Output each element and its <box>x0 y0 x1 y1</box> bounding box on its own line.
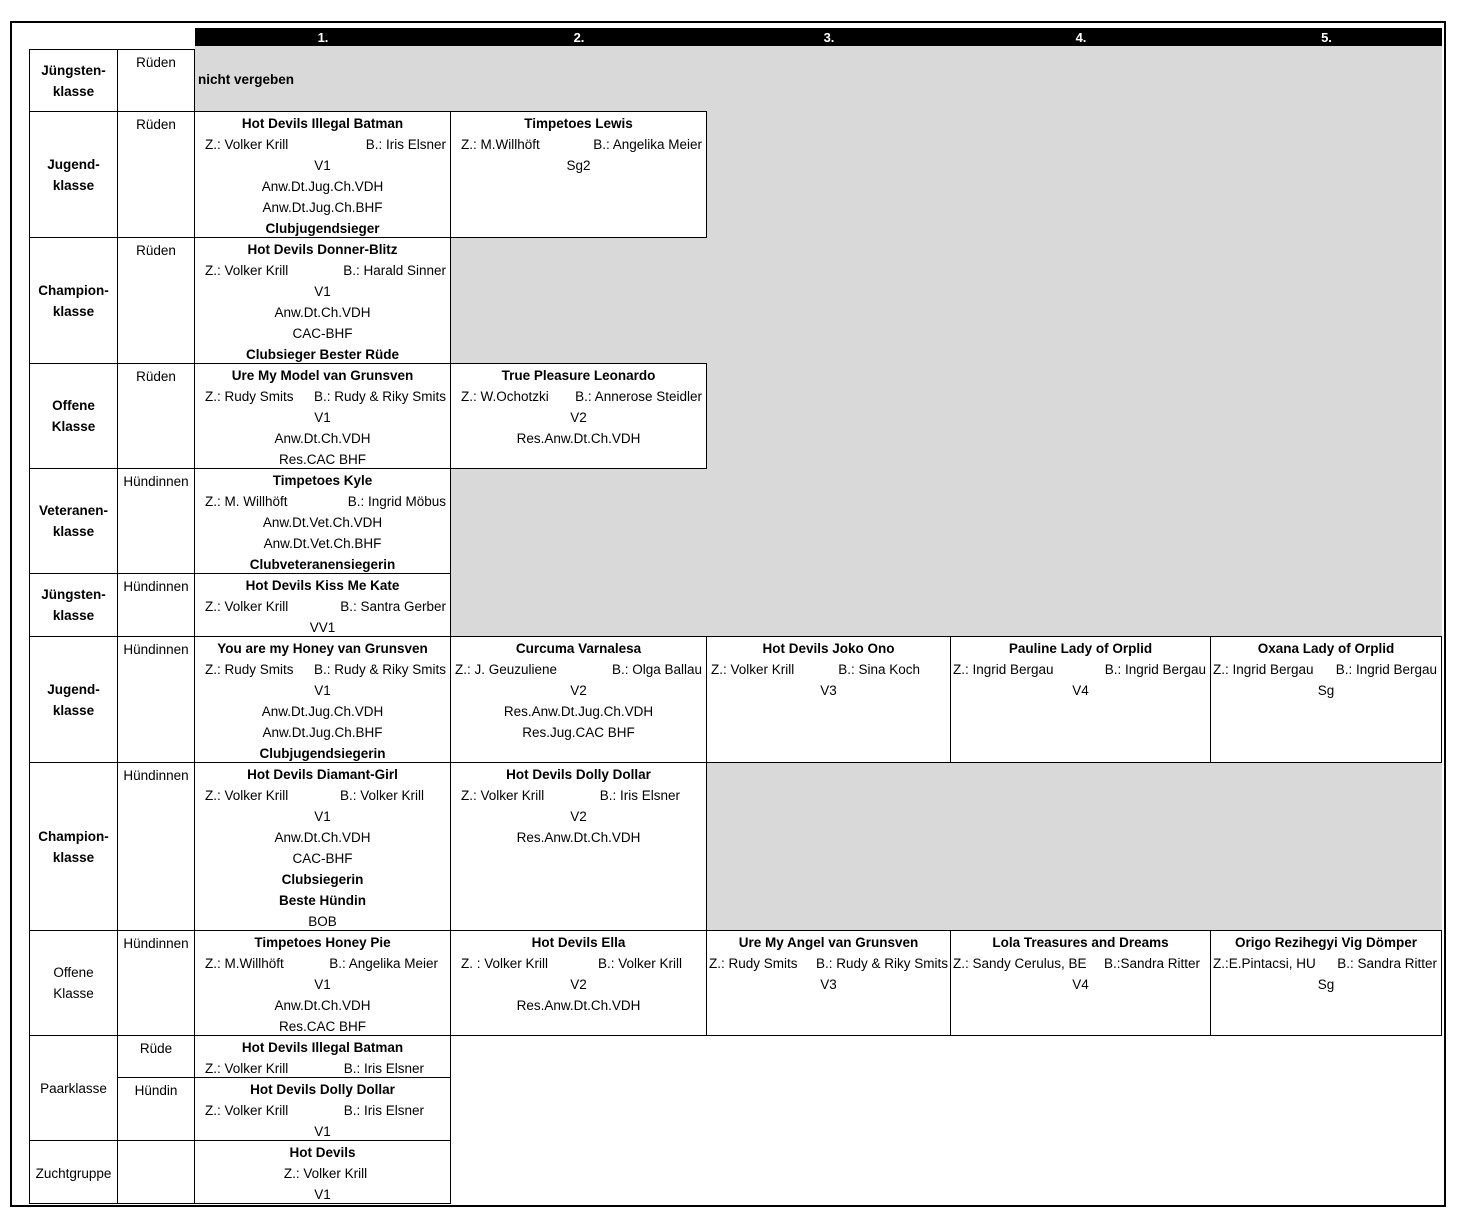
empty-area <box>195 46 1442 112</box>
class-label-line: klasse <box>52 524 95 539</box>
award: Res.Jug.CAC BHF <box>522 725 635 740</box>
owner: B.: Ingrid Bergau <box>1104 662 1206 677</box>
sex-label: Hündin <box>117 1077 195 1141</box>
breeder-owner-line <box>707 953 950 974</box>
owner: B.: Ingrid Möbus <box>347 494 446 509</box>
owner: B.: Sandra Ritter <box>1337 956 1437 971</box>
award: CAC-BHF <box>292 851 353 866</box>
place-header-2: 2. <box>573 30 585 45</box>
result-entry <box>1210 636 1442 763</box>
breeder: Z.: Volker Krill <box>205 137 289 152</box>
award: Anw.Dt.Jug.Ch.VDH <box>261 704 384 719</box>
sex-label <box>117 1140 195 1204</box>
result-entry <box>706 636 951 763</box>
result-entry <box>950 930 1211 1036</box>
award: Anw.Dt.Ch.VDH <box>274 998 371 1013</box>
dog-name: Ure My Model van Grunsven <box>231 368 414 383</box>
sex-label: Hündinnen <box>117 762 195 931</box>
breeder: Z.: Volker Krill <box>711 662 795 677</box>
award: V2 <box>570 683 587 698</box>
owner: B.: Harald Sinner <box>343 263 446 278</box>
owner: B.: Rudy & Riky Smits <box>313 389 446 404</box>
breeder-owner-line <box>951 953 1210 974</box>
award: Anw.Dt.Vet.Ch.BHF <box>263 536 382 551</box>
award: Res.CAC BHF <box>278 1019 366 1034</box>
award: Res.Anw.Dt.Ch.VDH <box>516 830 641 845</box>
club-title: Clubjugendsiegerin <box>259 746 386 761</box>
breeder: Z.:E.Pintacsi, HU <box>1213 956 1316 971</box>
award: Anw.Dt.Jug.Ch.BHF <box>262 200 383 215</box>
class-label <box>29 1035 118 1141</box>
club-title: Clubsieger Bester Rüde <box>245 347 400 362</box>
class-label-line: klasse <box>52 608 95 623</box>
owner: B.: Santra Gerber <box>340 599 446 614</box>
class-label <box>29 762 118 931</box>
class-label <box>29 111 118 238</box>
dog-name: Hot Devils Kiss Me Kate <box>245 578 400 593</box>
breeder-owner-line <box>451 386 706 407</box>
class-label-line: klasse <box>52 83 95 99</box>
breeder: Z.: Rudy Smits <box>205 389 294 404</box>
breeder-owner-line <box>451 659 706 680</box>
award: V3 <box>820 683 837 698</box>
result-entry <box>194 573 451 637</box>
place-header-5: 5. <box>1321 30 1332 45</box>
award: V1 <box>314 284 331 299</box>
award: V1 <box>314 809 331 824</box>
class-label-line: Champion- <box>38 828 109 844</box>
class-label <box>29 1140 118 1204</box>
result-entry <box>194 1035 451 1078</box>
owner: B.: Rudy & Riky Smits <box>313 662 446 677</box>
class-label-line: Jüngsten- <box>41 587 106 602</box>
breeder: Z.: Rudy Smits <box>709 956 798 971</box>
award: Sg <box>1317 683 1335 698</box>
owner: B.: Annerose Steidler <box>575 389 702 404</box>
result-entry <box>194 930 451 1036</box>
award: Res.Anw.Dt.Ch.VDH <box>516 431 641 446</box>
breeder: Z.: Ingrid Bergau <box>1213 662 1314 677</box>
result-entry <box>194 762 451 931</box>
award: V1 <box>314 977 331 992</box>
breeder-owner-line <box>195 953 450 974</box>
breeder: Z.: Volker Krill <box>205 263 289 278</box>
result-entry <box>194 237 451 364</box>
place-header-3: 3. <box>823 30 835 45</box>
breeder-owner-line <box>195 596 450 617</box>
dog-name: True Pleasure Leonardo <box>501 368 656 383</box>
sex-label: Hündinnen <box>117 930 195 1036</box>
owner: B.: Iris Elsner <box>343 1061 424 1076</box>
sex-label: Rüden <box>117 237 195 364</box>
owner: B.: Volker Krill <box>597 956 682 971</box>
award: Anw.Dt.Ch.VDH <box>274 830 371 845</box>
not-awarded-note: nicht vergeben <box>198 72 295 87</box>
empty-area <box>707 763 1442 931</box>
club-title: Clubjugendsieger <box>265 221 380 236</box>
dog-name: Curcuma Varnalesa <box>515 641 642 656</box>
owner: B.: Iris Elsner <box>343 1103 424 1118</box>
class-label-line: Jugend- <box>47 156 100 172</box>
award: V4 <box>1072 977 1089 992</box>
award: Sg <box>1317 977 1335 992</box>
owner: B.: Sina Koch <box>838 662 920 677</box>
result-entry <box>194 111 451 238</box>
breeder-owner-line <box>195 386 450 407</box>
sex-label: Hündinnen <box>117 468 195 574</box>
class-label-line: Klasse <box>51 419 96 434</box>
dog-name: You are my Honey van Grunsven <box>217 641 428 656</box>
breeder: Z.: Volker Krill <box>461 788 545 803</box>
owner: B.: Angelika Meier <box>329 956 438 971</box>
breeder-owner-line <box>195 134 450 155</box>
result-entry <box>194 1077 451 1141</box>
dog-name: Oxana Lady of Orplid <box>1257 641 1395 656</box>
dog-name: Pauline Lady of Orplid <box>1008 641 1153 656</box>
breeder: Z. : Volker Krill <box>461 956 549 971</box>
class-label <box>29 636 118 763</box>
result-entry <box>950 636 1211 763</box>
sex-label: Rüden <box>117 111 195 238</box>
class-label-line: Veteranen- <box>38 503 109 518</box>
breeder: Z.: M.Willhöft <box>205 956 284 971</box>
club-title: Clubsiegerin <box>281 872 364 887</box>
award: CAC-BHF <box>292 326 353 341</box>
sex-label: Hündinnen <box>117 573 195 637</box>
owner: B.:Sandra Ritter <box>1103 956 1200 971</box>
dog-name: Timpetoes Kyle <box>272 473 373 488</box>
class-label-line: klasse <box>52 849 95 865</box>
dog-name: Hot Devils Ella <box>531 935 626 950</box>
class-label-line: klasse <box>52 177 95 193</box>
award: Anw.Dt.Jug.Ch.BHF <box>262 725 383 740</box>
breeder-owner-line <box>195 491 450 512</box>
owner: B.: Volker Krill <box>339 788 424 803</box>
result-entry <box>450 930 707 1036</box>
class-label-line: klasse <box>52 303 95 319</box>
owner: B.: Angelika Meier <box>593 137 702 152</box>
empty-area <box>451 238 1442 364</box>
breeder: Z.: J. Geuzuliene <box>455 662 558 677</box>
award: Anw.Dt.Ch.VDH <box>274 431 371 446</box>
breeder: Z.: M.Willhöft <box>461 137 540 152</box>
breeder: Z.: Volker Krill <box>205 1061 289 1076</box>
class-label-line: Offene <box>53 965 94 980</box>
award: V1 <box>314 410 331 425</box>
dog-name: Hot Devils Illegal Batman <box>241 116 404 131</box>
award: Anw.Dt.Ch.VDH <box>274 305 371 320</box>
breeder: Z.: M. Willhöft <box>205 494 288 509</box>
award: Res.CAC BHF <box>278 452 366 467</box>
result-entry <box>706 930 951 1036</box>
class-label-line: klasse <box>52 702 95 718</box>
award: Anw.Dt.Jug.Ch.VDH <box>261 179 384 194</box>
class-label-line: Jugend- <box>47 681 100 697</box>
class-label-line: Paarklasse <box>40 1080 107 1096</box>
award: BOB <box>308 914 337 929</box>
dog-name: Hot Devils Dolly Dollar <box>506 767 651 782</box>
award: Sg2 <box>566 158 591 173</box>
sex-label: Rüde <box>117 1035 195 1078</box>
award: V2 <box>570 410 587 425</box>
result-entry <box>450 762 707 931</box>
breeder: Z.: Volker Krill <box>205 599 289 614</box>
result-entry <box>194 363 451 469</box>
breeder-owner-line <box>195 1163 450 1184</box>
award: Anw.Dt.Vet.Ch.VDH <box>262 515 383 530</box>
result-entry <box>1210 930 1442 1036</box>
dog-name: Hot Devils Donner-Blitz <box>247 242 398 257</box>
owner: B.: Ingrid Bergau <box>1335 662 1437 677</box>
result-entry <box>194 1140 451 1204</box>
class-label <box>29 573 118 637</box>
owner: B.: Olga Ballau <box>611 662 702 677</box>
breeder-owner-line <box>707 659 950 680</box>
result-entry <box>450 363 707 469</box>
breeder-owner-line <box>451 134 706 155</box>
award: Res.Anw.Dt.Jug.Ch.VDH <box>503 704 654 719</box>
breeder-owner-line <box>1211 953 1441 974</box>
breeder: Z.: Rudy Smits <box>205 662 294 677</box>
dog-name: Hot Devils <box>289 1145 356 1160</box>
empty-area <box>707 112 1442 238</box>
breeder-owner-line <box>195 1100 450 1121</box>
class-label <box>29 237 118 364</box>
dog-name: Ure My Angel van Grunsven <box>738 935 919 950</box>
dog-name: Hot Devils Joko Ono <box>762 641 895 656</box>
breeder-owner-line <box>951 659 1210 680</box>
dog-name: Origo Rezihegyi Vig Dömper <box>1234 935 1418 950</box>
owner: B.: Iris Elsner <box>365 137 446 152</box>
award: VV1 <box>309 620 336 635</box>
award: V2 <box>570 809 587 824</box>
result-entry <box>194 636 451 763</box>
sex-label: Hündinnen <box>117 636 195 763</box>
class-label <box>29 930 118 1036</box>
breeder-owner-line <box>451 785 706 806</box>
award: V1 <box>314 683 331 698</box>
award: V4 <box>1072 683 1089 698</box>
empty-area <box>451 469 1442 637</box>
dog-name: Lola Treasures and Dreams <box>992 935 1169 950</box>
club-title: Clubveteranensiegerin <box>249 557 396 572</box>
owner: B.: Rudy & Riky Smits <box>815 956 948 971</box>
owner: B.: Iris Elsner <box>599 788 680 803</box>
class-label-line: Champion- <box>38 282 109 298</box>
breeder-owner-line <box>195 260 450 281</box>
class-label-line: Jüngsten- <box>41 62 106 78</box>
dog-name: Timpetoes Lewis <box>524 116 633 131</box>
place-header-4: 4. <box>1075 30 1087 45</box>
dog-name: Hot Devils Diamant-Girl <box>247 767 398 782</box>
result-entry <box>194 468 451 574</box>
award: V1 <box>314 1124 331 1139</box>
breeder: Z.: Volker Krill <box>205 788 289 803</box>
class-label <box>29 363 118 469</box>
breeder-owner-line <box>195 1058 450 1078</box>
empty-area <box>707 364 1442 469</box>
class-label <box>29 49 118 112</box>
award: V1 <box>314 1187 331 1202</box>
breeder: Z.: Volker Krill <box>283 1166 368 1181</box>
breeder: Z.: Ingrid Bergau <box>953 662 1054 677</box>
breeder: Z.: Volker Krill <box>205 1103 289 1118</box>
breeder: Z.: Sandy Cerulus, BE <box>953 956 1087 971</box>
class-label <box>29 468 118 574</box>
award: V3 <box>820 977 837 992</box>
result-entry <box>450 636 707 763</box>
breeder-owner-line <box>195 659 450 680</box>
result-entry <box>450 111 707 238</box>
class-label-line: Offene <box>52 398 95 413</box>
breeder-owner-line <box>195 785 450 806</box>
sex-label: Rüden <box>117 49 195 112</box>
dog-name: Timpetoes Honey Pie <box>254 935 391 950</box>
class-label-line: Zuchtgruppe <box>35 1165 112 1181</box>
place-header-1: 1. <box>317 30 329 45</box>
breeder: Z.: W.Ochotzki <box>461 389 549 404</box>
award: Res.Anw.Dt.Ch.VDH <box>516 998 641 1013</box>
sex-label: Rüden <box>117 363 195 469</box>
award: V1 <box>314 158 331 173</box>
club-title: Beste Hündin <box>278 893 366 908</box>
dog-name: Hot Devils Dolly Dollar <box>250 1082 395 1097</box>
award: V2 <box>570 977 587 992</box>
dog-name: Hot Devils Illegal Batman <box>241 1040 404 1055</box>
breeder-owner-line <box>451 953 706 974</box>
breeder-owner-line <box>1211 659 1441 680</box>
class-label-line: Klasse <box>53 986 94 1001</box>
